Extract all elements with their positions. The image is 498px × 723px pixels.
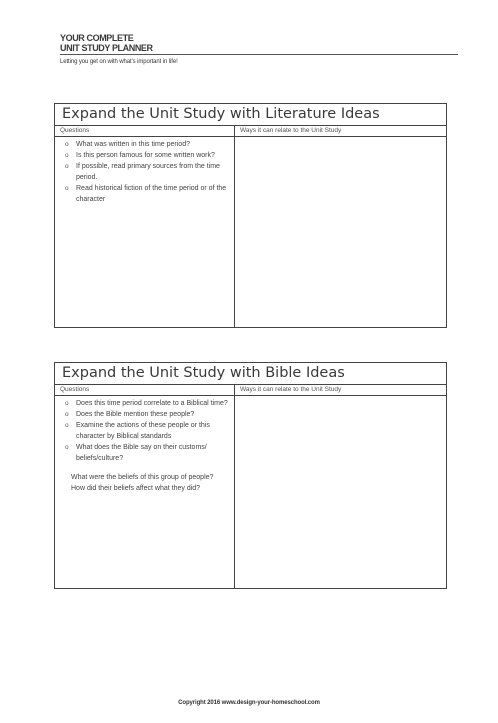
list-item [55, 420, 234, 442]
bullet-icon: o [65, 141, 69, 148]
bullet-icon: o [65, 400, 69, 407]
bible-section [54, 362, 447, 589]
bible-title: Expand the Unit Study with Bible Ideas [55, 363, 446, 385]
bible-questions-column [55, 385, 235, 588]
literature-title: Expand the Unit Study with Literature Ideas [55, 104, 446, 126]
bullet-icon: o [65, 411, 69, 418]
literature-question-list [55, 137, 234, 205]
bible-relate-header: Ways it can relate to the Unit Study [235, 385, 446, 396]
bible-beliefs-paragraph: What were the beliefs of this group of people? How did their beliefs affect what they did? [71, 474, 214, 492]
bullet-icon: o [65, 152, 69, 159]
brand-line-2: UNIT STUDY PLANNER [60, 42, 153, 53]
literature-questions-header: Questions [55, 126, 234, 137]
brand-line-1: YOUR COMPLETE [60, 33, 134, 43]
bible-relate-column[interactable] [235, 385, 446, 588]
bible-columns [55, 385, 446, 588]
literature-relate-header: Ways it can relate to the Unit Study [235, 126, 446, 137]
question-text: Is this person famous for some written work? [76, 152, 215, 159]
list-item [55, 398, 234, 409]
question-text: If possible, read primary sources from the time period. [76, 163, 220, 181]
question-text: Does this time period correlate to a Biblical time? [76, 400, 228, 407]
header-logo [60, 34, 153, 53]
question-text: Read historical fiction of the time period or of the character [76, 185, 227, 203]
bullet-icon: o [65, 185, 69, 192]
question-text: What does the Bible say on their customs/ beliefs/culture? [76, 444, 207, 462]
bullet-icon: o [65, 444, 69, 451]
question-text: Does the Bible mention these people? [76, 411, 195, 418]
bible-question-list [55, 396, 234, 464]
header-divider [60, 54, 458, 55]
list-item [55, 161, 234, 183]
footer-copyright: Copyright 2016 www.design-your-homeschool.com [178, 700, 320, 706]
list-item [55, 442, 234, 464]
question-text: Examine the actions of these people or this character by Biblical standards [76, 422, 210, 440]
bullet-icon: o [65, 422, 69, 429]
question-text: What was written in this time period? [76, 141, 190, 148]
list-item [55, 150, 234, 161]
literature-relate-column[interactable] [235, 126, 446, 327]
bible-questions-header: Questions [55, 385, 234, 396]
bullet-icon: o [65, 163, 69, 170]
list-item [55, 409, 234, 420]
list-item [55, 183, 234, 205]
tagline: Letting you get on with what's important in life! [60, 59, 178, 65]
literature-questions-column [55, 126, 235, 327]
literature-section [54, 103, 447, 328]
list-item [55, 139, 234, 150]
literature-columns [55, 126, 446, 327]
